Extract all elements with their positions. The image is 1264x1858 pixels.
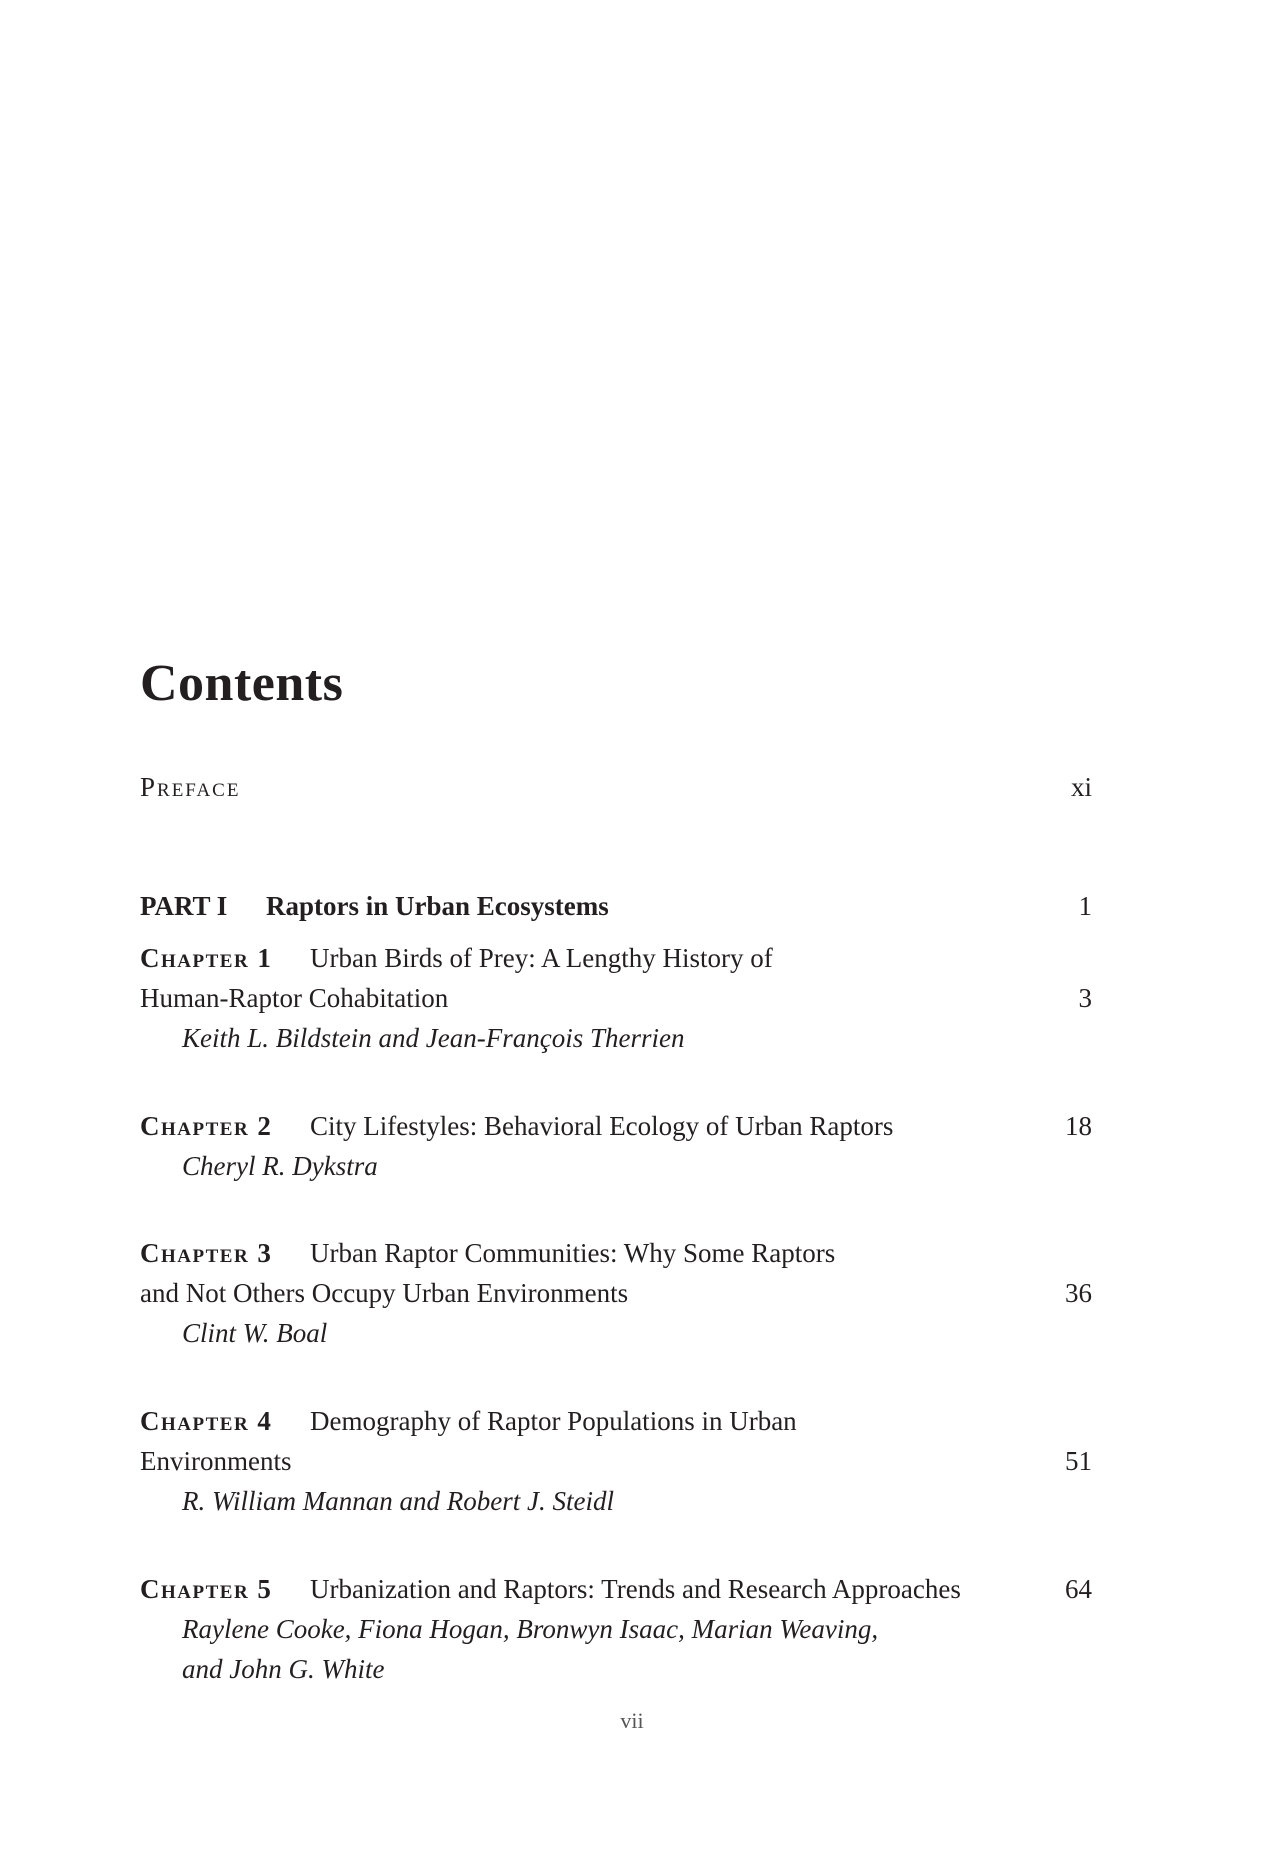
chapter-4-title: Demography of Raptor Populations in Urban xyxy=(310,1406,797,1436)
part-label: PART I xyxy=(140,891,228,921)
part-heading[interactable] xyxy=(140,893,609,920)
chapter-1-title-line-1[interactable] xyxy=(140,945,773,972)
chapter-3-authors: Clint W. Boal xyxy=(182,1318,328,1348)
chapter-5-page-number: 64 xyxy=(1065,1574,1092,1604)
chapter-5-authors-line-2: and John G. White xyxy=(182,1654,385,1684)
part-page-number: 1 xyxy=(1078,891,1092,921)
chapter-4-authors: R. William Mannan and Robert J. Steidl xyxy=(182,1486,614,1516)
page-folio: vii xyxy=(620,1708,644,1733)
chapter-1-page-number: 3 xyxy=(1078,983,1092,1013)
preface-label[interactable]: Preface xyxy=(140,772,241,802)
chapter-1-label: Chapter 1 xyxy=(140,943,273,973)
chapter-4-page-number: 51 xyxy=(1065,1446,1092,1476)
chapter-3-label: Chapter 3 xyxy=(140,1238,273,1268)
chapter-3-title: Urban Raptor Communities: Why Some Raptors xyxy=(310,1238,836,1268)
chapter-1-title-line-2[interactable]: Human-Raptor Cohabitation xyxy=(140,983,449,1013)
chapter-2-title-line-1[interactable] xyxy=(140,1113,893,1140)
chapter-5-authors-line-1: Raylene Cooke, Fiona Hogan, Bronwyn Isaac, Marian Weaving, xyxy=(182,1614,879,1644)
chapter-5-title-line-1[interactable] xyxy=(140,1576,961,1603)
chapter-2-page-number: 18 xyxy=(1065,1111,1092,1141)
preface-page-number: xi xyxy=(1070,772,1092,802)
page-title: Contents xyxy=(140,655,344,712)
chapter-2-title: City Lifestyles: Behavioral Ecology of Urban Raptors xyxy=(310,1111,894,1141)
part-title: Raptors in Urban Ecosystems xyxy=(266,891,609,921)
chapter-4-title-line-2[interactable]: Environments xyxy=(140,1446,292,1476)
chapter-2-label: Chapter 2 xyxy=(140,1111,273,1141)
chapter-2-authors: Cheryl R. Dykstra xyxy=(182,1151,378,1181)
chapter-1-authors: Keith L. Bildstein and Jean-François Therrien xyxy=(182,1023,685,1053)
chapter-3-page-number: 36 xyxy=(1065,1278,1092,1308)
chapter-3-title-line-2[interactable]: and Not Others Occupy Urban Environments xyxy=(140,1278,629,1308)
chapter-4-label: Chapter 4 xyxy=(140,1406,273,1436)
chapter-5-title: Urbanization and Raptors: Trends and Research Approaches xyxy=(310,1574,961,1604)
chapter-1-title: Urban Birds of Prey: A Lengthy History of xyxy=(310,943,773,973)
chapter-4-title-line-1[interactable] xyxy=(140,1408,797,1435)
chapter-5-label: Chapter 5 xyxy=(140,1574,273,1604)
chapter-3-title-line-1[interactable] xyxy=(140,1240,835,1267)
